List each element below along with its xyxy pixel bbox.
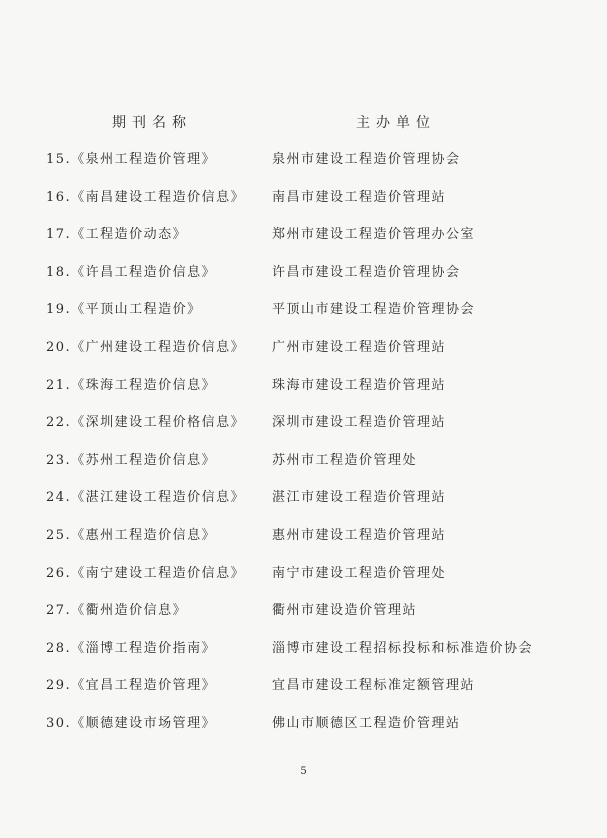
table-row [0,556,607,594]
organizer-name: 佛山市顺德区工程造价管理站 [272,715,461,731]
column-header-name: 期刊名称 [112,115,192,131]
journal-name: 25.《惠州工程造价信息》 [46,527,217,543]
organizer-name: 平顶山市建设工程造价管理协会 [272,302,476,318]
organizer-name: 苏州市工程造价管理处 [272,452,418,468]
organizer-name: 宜昌市建设工程标准定额管理站 [272,678,476,694]
journal-name: 17.《工程造价动态》 [46,227,188,243]
page-number: 5 [300,766,307,777]
journal-name: 27.《衢州造价信息》 [46,603,188,619]
journal-name: 22.《深圳建设工程价格信息》 [46,415,246,431]
table-row [0,631,607,669]
table-row [0,217,607,255]
table-row [0,180,607,218]
column-header-organizer: 主办单位 [356,115,436,131]
organizer-name: 惠州市建设工程造价管理站 [272,527,447,543]
journal-name: 18.《许昌工程造价信息》 [46,264,217,280]
table-row [0,405,607,443]
table-row [0,668,607,706]
journal-name: 30.《顺德建设市场管理》 [46,715,217,731]
journal-name: 23.《苏州工程造价信息》 [46,452,217,468]
journal-name: 20.《广州建设工程造价信息》 [46,339,246,355]
table-row [0,480,607,518]
organizer-name: 珠海市建设工程造价管理站 [272,377,447,393]
table-row [0,443,607,481]
table-row [0,368,607,406]
journal-name: 16.《南昌建设工程造价信息》 [46,189,246,205]
organizer-name: 湛江市建设工程造价管理站 [272,490,447,506]
journal-name: 21.《珠海工程造价信息》 [46,377,217,393]
table-row [0,292,607,330]
journal-name: 19.《平顶山工程造价》 [46,302,202,318]
journal-list [0,142,607,744]
organizer-name: 衢州市建设造价管理站 [272,603,418,619]
table-row [0,706,607,744]
organizer-name: 广州市建设工程造价管理站 [272,339,447,355]
journal-name: 29.《宜昌工程造价管理》 [46,678,217,694]
organizer-name: 泉州市建设工程造价管理协会 [272,152,461,167]
journal-name: 24.《湛江建设工程造价信息》 [46,490,246,506]
table-row [0,330,607,368]
organizer-name: 南昌市建设工程造价管理站 [272,189,447,205]
organizer-name: 淄博市建设工程招标投标和标准造价协会 [272,640,534,656]
organizer-name: 许昌市建设工程造价管理协会 [272,264,461,280]
journal-name: 26.《南宁建设工程造价信息》 [46,565,246,581]
organizer-name: 南宁市建设工程造价管理处 [272,565,447,581]
table-row [0,142,607,180]
table-row [0,518,607,556]
table-row [0,593,607,631]
journal-name: 15.《泉州工程造价管理》 [46,152,217,167]
organizer-name: 深圳市建设工程造价管理站 [272,415,447,431]
table-header [0,112,607,136]
organizer-name: 郑州市建设工程造价管理办公室 [272,227,476,243]
journal-name: 28.《淄博工程造价指南》 [46,640,217,656]
table-row [0,255,607,293]
